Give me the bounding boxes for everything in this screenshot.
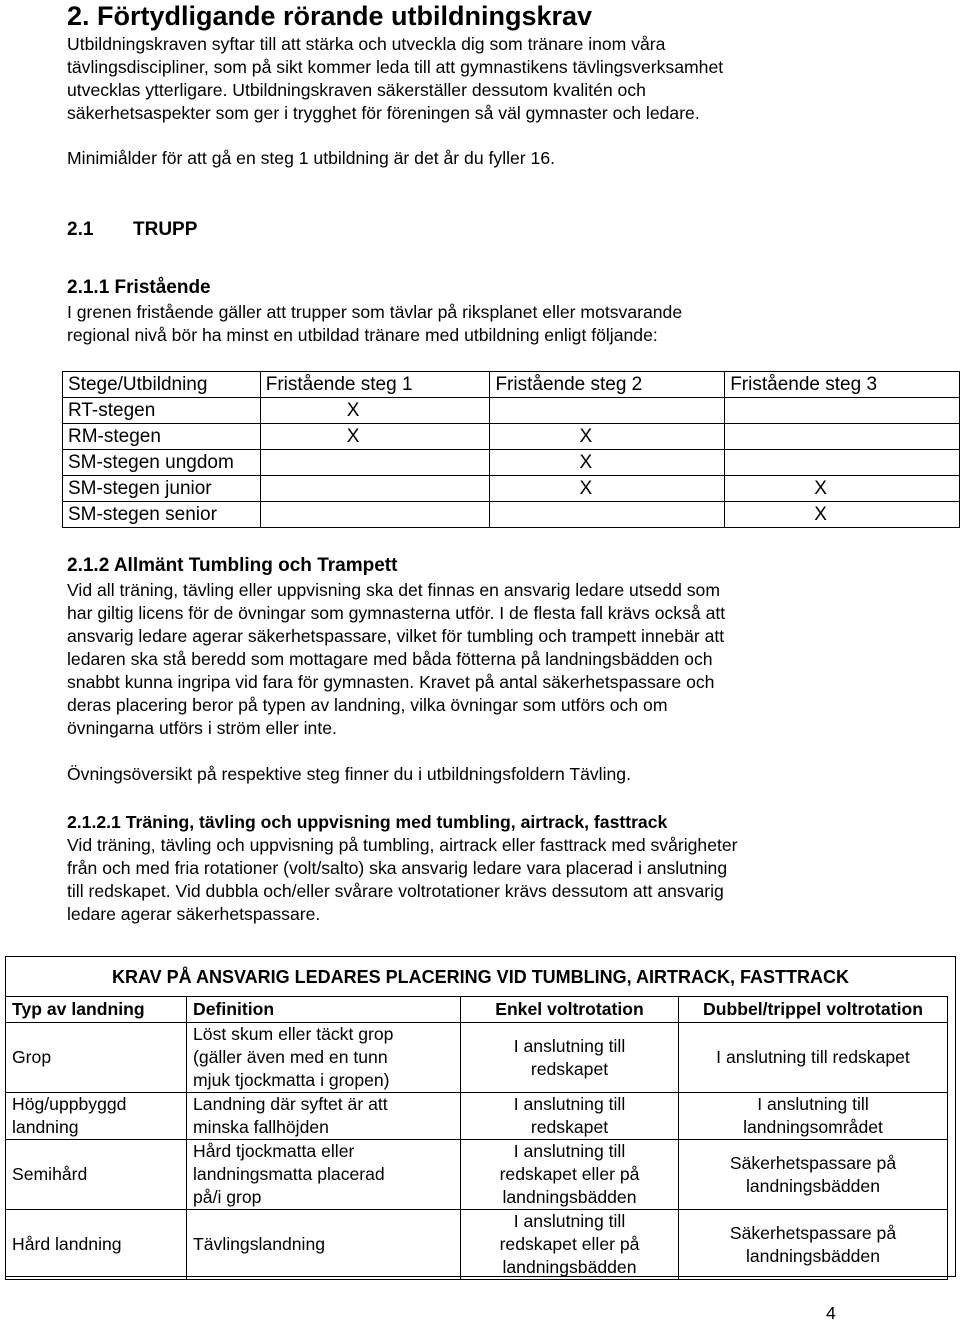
krav-cell [461, 1210, 679, 1280]
cell-line: redskapet eller på [499, 1234, 640, 1254]
krav-header-cell: Dubbel/trippel voltrotation [679, 997, 948, 1023]
cell-line: Löst skum eller täckt grop [193, 1024, 394, 1044]
krav-table-box [5, 956, 956, 1277]
tumbling-line: övningarna utförs i ström eller inte. [67, 718, 337, 738]
intro-line: utvecklas ytterligare. Utbildningskraven säkerställer dessutom kvalitén och [67, 80, 646, 100]
tumbling-paragraph [67, 579, 725, 740]
table-row [63, 502, 960, 528]
subsection-heading [67, 218, 197, 242]
krav-cell [461, 1093, 679, 1140]
min-age-text [67, 147, 555, 170]
steg-cell: X [725, 502, 960, 528]
krav-table [5, 996, 948, 1280]
steg-cell: X [260, 398, 490, 424]
cell-line: redskapet [530, 1117, 609, 1137]
airtrack-line: från och med fria rotationer (volt/salto) ska ansvarig ledare vara placerad i anslutning [67, 858, 728, 878]
cell-line: landningsbädden [745, 1245, 881, 1266]
steg-cell: X [260, 424, 490, 450]
steg-header-cell: Fristående steg 1 [260, 372, 490, 398]
krav-cell [6, 1210, 187, 1280]
fristaende-paragraph [67, 301, 682, 347]
intro-line: Utbildningskraven syftar till att stärka och utveckla dig som tränare inom våra [67, 34, 666, 54]
steg-cell: X [490, 476, 725, 502]
tumbling-line: deras placering beror på typen av landning, vilka övningar som utförs och om [67, 695, 668, 715]
steg-cell: SM-stegen ungdom [63, 450, 261, 476]
steg-cell [725, 398, 960, 424]
table-row [63, 476, 960, 502]
table-row [63, 424, 960, 450]
steg-cell [725, 450, 960, 476]
steg-cell [490, 502, 725, 528]
cell-line: minska fallhöjden [193, 1117, 329, 1137]
intro-line: säkerhetsaspekter som ger i trygghet för föreningen så väl gymnaster och ledare. [67, 103, 700, 123]
cell-line: landningsbädden [502, 1187, 637, 1207]
krav-header-cell: Typ av landning [6, 997, 187, 1023]
cell-line: I anslutning till [513, 1211, 626, 1231]
table-row [6, 1093, 948, 1140]
cell-line: landningsbädden [502, 1257, 637, 1277]
tumbling-line: har giltig licens för de övningar som gymnasterna utför. I de flesta fall krävs också att [67, 603, 726, 623]
cell-line: I anslutning till [513, 1141, 626, 1161]
steg-cell: RT-stegen [63, 398, 261, 424]
krav-header-cell: Enkel voltrotation [461, 997, 679, 1023]
cell-line: I anslutning till [513, 1035, 626, 1056]
steg-header-cell: Stege/Utbildning [63, 372, 261, 398]
table-row [6, 1210, 948, 1280]
krav-cell [461, 1023, 679, 1093]
steg-cell: X [490, 450, 725, 476]
airtrack-line: till redskapet. Vid dubbla och/eller svårare voltrotationer krävs dessutom att ansvarig [67, 881, 724, 901]
krav-header-cell: Definition [187, 997, 461, 1023]
steg-cell: SM-stegen junior [63, 476, 261, 502]
cell-line: landningsmatta placerad [193, 1164, 385, 1184]
airtrack-line: ledare agerar säkerhetspassare. [67, 904, 321, 924]
cell-line: Säkerhetspassare på [729, 1222, 897, 1243]
subsection-number: 2.1 [67, 219, 94, 240]
cell-line: landningsområdet [743, 1117, 883, 1137]
intro-paragraph [67, 33, 723, 125]
krav-cell [6, 1093, 187, 1140]
fristaende-line: I grenen fristående gäller att trupper som tävlar på riksplanet eller motsvarande [67, 302, 683, 322]
section-title: 2. Förtydligande rörande utbildningskrav [67, 1, 593, 31]
cell-line: Semihård [12, 1164, 88, 1184]
tumbling-heading: 2.1.2 Allmänt Tumbling och Trampett [67, 555, 398, 576]
cell-line: Landning där syftet är att [193, 1094, 388, 1114]
krav-header-row [6, 997, 948, 1023]
krav-cell [187, 1140, 461, 1210]
cell-line: I anslutning till [757, 1094, 869, 1114]
steg-cell [490, 398, 725, 424]
steg-header-row [63, 372, 960, 398]
krav-cell [679, 1093, 948, 1140]
table-row [63, 450, 960, 476]
cell-line: landningsbädden [745, 1175, 881, 1196]
steg-header-cell: Fristående steg 2 [490, 372, 725, 398]
cell-line: redskapet eller på [499, 1164, 640, 1184]
tumbling-line: Vid all träning, tävling eller uppvisning ska det finnas en ansvarig ledare utsedd som [67, 580, 720, 600]
airtrack-paragraph [67, 834, 738, 926]
cell-line: landning [12, 1117, 79, 1137]
table-row [6, 1023, 948, 1093]
intro-line: tävlingsdiscipliner, som på sikt kommer leda till att gymnastikens tävlingsverksamhet [67, 57, 724, 77]
cell-line: I anslutning till redskapet [716, 1047, 910, 1067]
airtrack-heading: 2.1.2.1 Träning, tävling och uppvisning med tumbling, airtrack, fasttrack [67, 812, 668, 832]
fristaende-heading: 2.1.1 Fristående [67, 277, 211, 298]
overview-line: Övningsöversikt på respektive steg finner du i utbildningsfoldern Tävling. [67, 764, 631, 784]
tumbling-line: ledaren ska stå beredd som mottagare med båda fötterna på landningsbädden och [67, 649, 713, 669]
steg-cell [260, 476, 490, 502]
table-row [63, 398, 960, 424]
steg-cell: SM-stegen senior [63, 502, 261, 528]
fristaende-line: regional nivå bör ha minst en utbildad tränare med utbildning enligt följande: [67, 325, 658, 345]
overview-text [67, 763, 631, 786]
krav-cell [6, 1023, 187, 1093]
cell-line: mjuk tjockmatta i gropen) [193, 1070, 390, 1090]
cell-line: Tävlingslandning [193, 1234, 326, 1254]
krav-cell [679, 1023, 948, 1093]
cell-line: Hög/uppbyggd [12, 1094, 127, 1114]
krav-table-title: KRAV PÅ ANSVARIG LEDARES PLACERING VID TUMBLING, AIRTRACK, FASTTRACK [111, 967, 849, 987]
krav-cell [187, 1093, 461, 1140]
cell-line: Hård tjockmatta eller [193, 1141, 355, 1161]
krav-cell [461, 1140, 679, 1210]
krav-cell [187, 1210, 461, 1280]
cell-line: Säkerhetspassare på [729, 1152, 897, 1173]
steg-cell: X [490, 424, 725, 450]
tumbling-line: ansvarig ledare agerar säkerhetspassare, vilket för tumbling och trampett innebär att [67, 626, 725, 646]
krav-cell [6, 1140, 187, 1210]
table-row [6, 1140, 948, 1210]
steg-table [62, 371, 960, 528]
steg-cell: X [725, 476, 960, 502]
krav-cell [679, 1140, 948, 1210]
airtrack-line: Vid träning, tävling och uppvisning på tumbling, airtrack eller fasttrack med svårigheter [67, 835, 738, 855]
cell-line: Grop [12, 1047, 52, 1067]
krav-cell [679, 1210, 948, 1280]
steg-cell [725, 424, 960, 450]
steg-cell [260, 450, 490, 476]
min-age-line: Minimiålder för att gå en steg 1 utbildning är det år du fyller 16. [67, 148, 556, 168]
krav-cell [187, 1023, 461, 1093]
steg-cell [260, 502, 490, 528]
tumbling-line: snabbt kunna ingripa vid fara för gymnasten. Kravet på antal säkerhetspassare och [67, 672, 715, 692]
cell-line: på/i grop [193, 1187, 262, 1207]
page-number: 4 [826, 1303, 836, 1323]
cell-line: redskapet [530, 1058, 609, 1079]
subsection-label: TRUPP [133, 219, 198, 240]
cell-line: I anslutning till [513, 1094, 626, 1114]
steg-header-cell: Fristående steg 3 [725, 372, 960, 398]
cell-line: Hård landning [12, 1234, 122, 1254]
steg-cell: RM-stegen [63, 424, 261, 450]
cell-line: (gäller även med en tunn [193, 1047, 388, 1067]
